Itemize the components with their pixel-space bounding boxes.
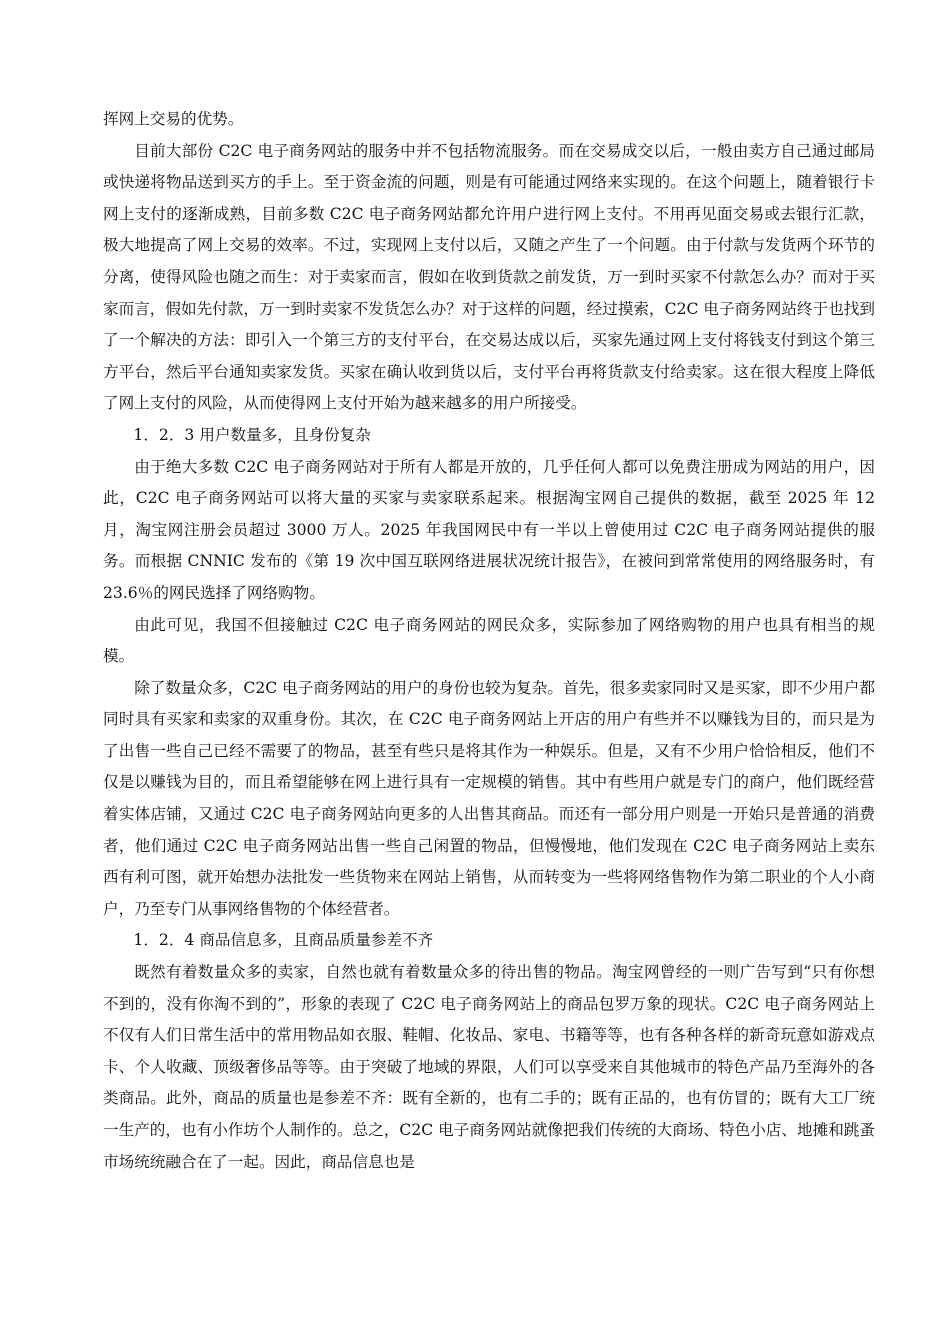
- section-heading-1-2-4: 1．2．4 商品信息多，且商品质量参差不齐: [133, 931, 434, 950]
- paragraph-user-identity: 除了数量众多，C2C 电子商务网站的用户的身份也较为复杂。首先，很多卖家同时又是买家，即不少用户都同时具有买家和卖家的双重身份。其次，在 C2C 电子商务网站上开店的用户有些并不以赚钱为目的，而只是为了出售一些自己已经不需要了的物品，甚至有些只是将其作为一种娱乐。但是，又有不少用户恰恰相反，他们不仅是以赚钱为目的，而且希望能够在网上进行具有一定规模的销售。其中有些用户就是专门的商户，他们既经营着实体店铺，又通过 C2C 电子商务网站向更多的人出售其商品。而还有一部分用户则是一开始只是普通的消费者，他们通过 C2C 电子商务网站出售一些自己闲置的物品，但慢慢地，他们发现在 C2C 电子商务网站上卖东西有利可图，就开始想办法批发一些货物来在网站上销售，从而转变为一些将网络售物作为第二职业的个人小商户，乃至专门从事网络售物的个体经营者。: [103, 678, 875, 918]
- paragraph-user-count: 由于绝大多数 C2C 电子商务网站对于所有人都是开放的，几乎任何人都可以免费注册成为网站的用户，因此，C2C 电子商务网站可以将大量的买家与卖家联系起来。根据淘宝网自己提供的数据，截至 2025 年 12 月，淘宝网注册会员超过 3000 万人。2025 年我国网民中有一半以上曾使用过 C2C 电子商务网站提供的服务。而根据 CNNIC 发布的《第 19 次中国互联网络进展状况统计报告》，在被问到常常使用的网络服务时，有 23.6％的网民选择了网络购物。: [103, 457, 875, 602]
- paragraph-user-scale: 由此可见，我国不但接触过 C2C 电子商务网站的网民众多，实际参加了网络购物的用户也具有相当的规模。: [103, 615, 875, 666]
- section-heading-1-2-3: 1．2．3 用户数量多，且身份复杂: [133, 425, 371, 444]
- paragraph-logistics-payment: 目前大部份 C2C 电子商务网站的服务中并不包括物流服务。而在交易成交以后，一般由卖方自己通过邮局或快递将物品送到买方的手上。至于资金流的问题，则是有可能通过网络来实现的。在这个问题上，随着银行卡网上支付的逐渐成熟，目前多数 C2C 电子商务网站都允许用户进行网上支付。不用再见面交易或去银行汇款，极大地提高了网上交易的效率。不过，实现网上支付以后，又随之产生了一个问题。由于付款与发货两个环节的分离，使得风险也随之而生：对于卖家而言，假如在收到货款之前发货，万一到时买家不付款怎么办？而对于买家而言，假如先付款，万一到时卖家不发货怎么办？对于这样的问题，经过摸索，C2C 电子商务网站终于也找到了一个解决的方法：即引入一个第三方的支付平台，在交易达成以后，买家先通过网上支付将钱支付到这个第三方平台，然后平台通知卖家发货。买家在确认收到货以后，支付平台再将货款支付给卖家。这在很大程度上降低了网上支付的风险，从而使得网上支付开始为越来越多的用户所接受。: [103, 141, 875, 413]
- document-page: [103, 104, 875, 1178]
- paragraph-product-info: 既然有着数量众多的卖家，自然也就有着数量众多的待出售的物品。淘宝网曾经的一则广告写到“只有你想不到的，没有你淘不到的”，形象的表现了 C2C 电子商务网站上的商品包罗万象的现状。C2C 电子商务网站上不仅有人们日常生活中的常用物品如衣服、鞋帽、化妆品、家电、书籍等等，也有各种各样的新奇玩意如游戏点卡、个人收藏、顶级奢侈品等等。由于突破了地域的界限，人们可以享受来自其他城市的特色产品乃至海外的各类商品。此外，商品的质量也是参差不齐：既有全新的，也有二手的；既有正品的，也有仿冒的；既有大工厂统一生产的，也有小作坊个人制作的。总之，C2C 电子商务网站就像把我们传统的大商场、特色小店、地摊和跳蚤市场统统融合在了一起。因此，商品信息也是: [103, 963, 875, 1171]
- paragraph-continuation: 挥网上交易的优势。: [103, 110, 244, 128]
